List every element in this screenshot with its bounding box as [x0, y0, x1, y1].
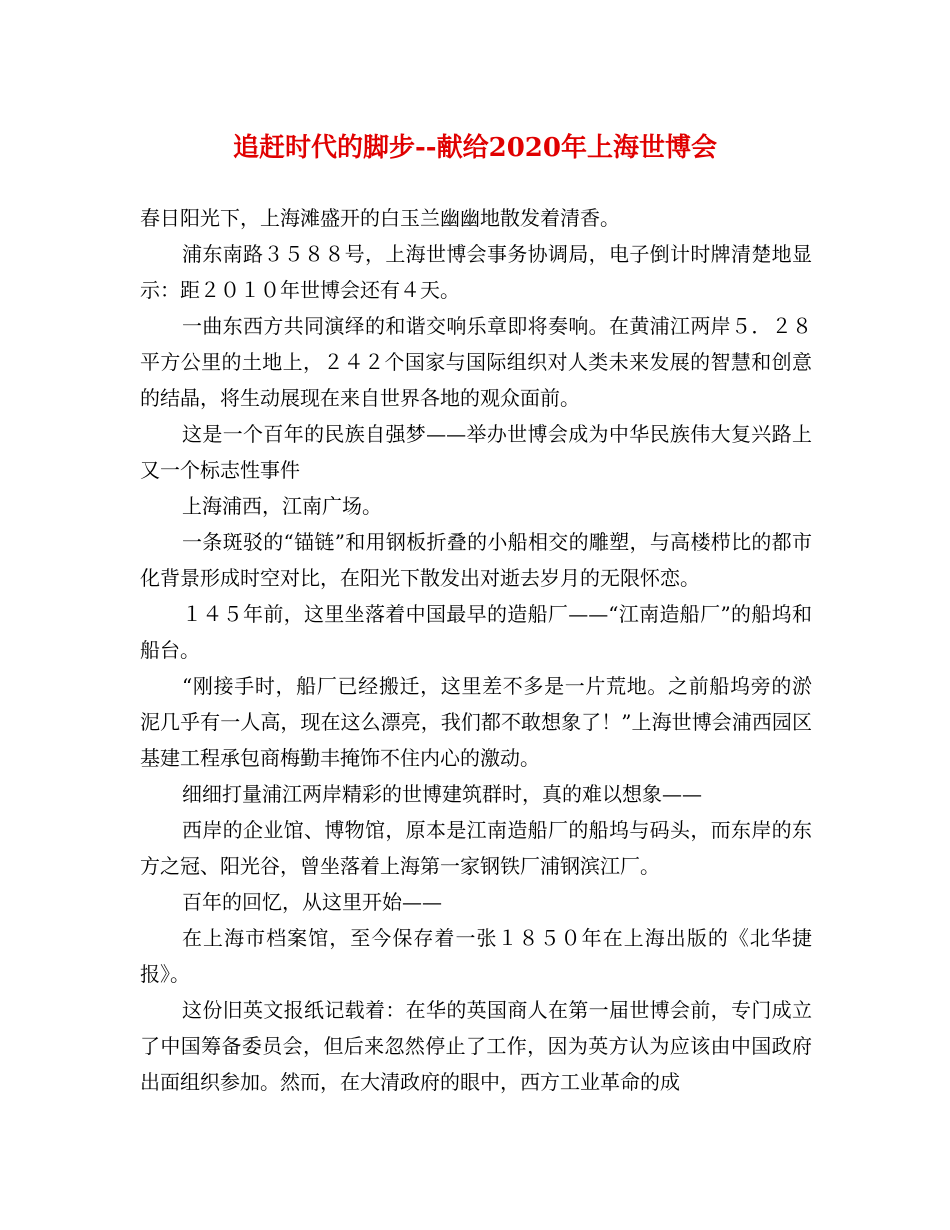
- paragraph: 这份旧英文报纸记载着：在华的英国商人在第一届世博会前，专门成立了中国筹备委员会，但后来忽然停止了工作，因为英方认为应该由中国政府出面组织参加。然而，在大清政府的眼中，西方工业革命的成: [140, 998, 812, 1094]
- paragraph: 百年的回忆，从这里开始——: [182, 890, 442, 914]
- paragraph: “刚接手时，船厂已经搬迁，这里差不多是一片荒地。之前船坞旁的淤泥几乎有一人高，现在这么漂亮，我们都不敢想象了！”上海世博会浦西园区基建工程承包商梅勤丰掩饰不住内心的激动。: [140, 674, 812, 770]
- paragraph: １４５年前，这里坐落着中国最早的造船厂——“江南造船厂”的船坞和船台。: [140, 602, 812, 662]
- paragraph: 一曲东西方共同演绎的和谐交响乐章即将奏响。在黄浦江两岸５．２８平方公里的土地上，２４２个国家与国际组织对人类未来发展的智慧和创意的结晶，将生动展现在来自世界各地的观众面前。: [140, 314, 812, 410]
- paragraph: 一条斑驳的“锚链”和用钢板折叠的小船相交的雕塑，与高楼栉比的都市化背景形成时空对比，在阳光下散发出对逝去岁月的无限怀恋。: [140, 530, 812, 590]
- paragraph: 细细打量浦江两岸精彩的世博建筑群时，真的难以想象——: [182, 782, 702, 806]
- paragraph: 这是一个百年的民族自强梦——举办世博会成为中华民族伟大复兴路上又一个标志性事件: [140, 422, 812, 482]
- paragraph: 春日阳光下，上海滩盛开的白玉兰幽幽地散发着清香。: [140, 206, 620, 230]
- document-title: 追赶时代的脚步--献给2020年上海世博会: [233, 133, 717, 163]
- paragraph: 在上海市档案馆，至今保存着一张１８５０年在上海出版的《北华捷报》。: [140, 926, 812, 986]
- document-body: [140, 200, 812, 1100]
- paragraph: 上海浦西，江南广场。: [182, 494, 382, 518]
- paragraph: 浦东南路３５８８号，上海世博会事务协调局，电子倒计时牌清楚地显示：距２０１０年世博会还有４天。: [140, 242, 812, 302]
- paragraph: 西岸的企业馆、博物馆，原本是江南造船厂的船坞与码头，而东岸的东方之冠、阳光谷，曾坐落着上海第一家钢铁厂浦钢滨江厂。: [140, 818, 812, 878]
